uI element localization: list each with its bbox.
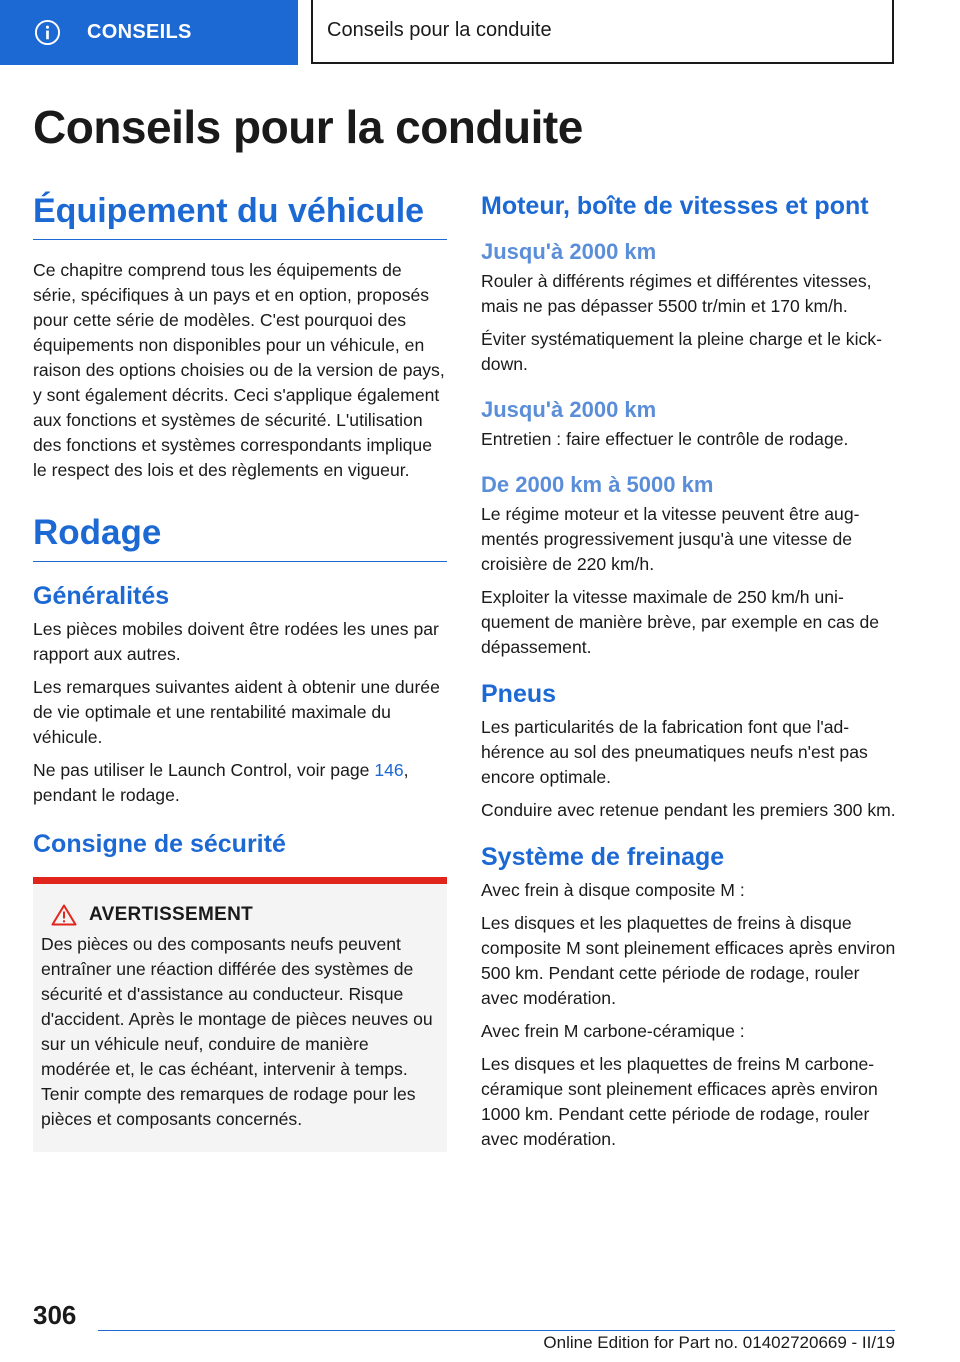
warning-title: AVERTISSEMENT: [89, 904, 254, 925]
header-tab[interactable]: [0, 0, 298, 65]
paragraph-entretien: Entretien : faire effectuer le contrôle de rodage.: [481, 429, 849, 449]
warning-header: [41, 904, 439, 926]
paragraph-moteur-2: Éviter systématiquement la pleine charge et le kick-down.: [481, 329, 882, 374]
paragraph-freinage-1: Avec frein à disque composite M :: [481, 880, 745, 900]
paragraph-generalites-3: [33, 758, 447, 808]
header-section-title: Conseils pour la conduite: [327, 18, 552, 41]
paragraph-pneus-2: Conduire avec retenue pendant les premiers 300 km.: [481, 800, 896, 820]
heading-freinage: Système de freinage: [481, 843, 725, 871]
left-column: [33, 192, 447, 1152]
launch-control-text-end: , pendant le rodage.: [33, 760, 409, 805]
launch-control-text: Ne pas utiliser le Launch Control, voir page: [33, 760, 375, 780]
paragraph-moteur-1: Rouler à différents régimes et différentes vitesses, mais ne pas dépasser 5500 tr/min et 170 km/h.: [481, 271, 872, 316]
warning-body: Des pièces ou des composants neufs peuvent entraîner une réaction différée des systèmes de sécurité et d'assistance au conducteur. Risque d'accident. Après le montage de pièces neuves ou sur un véhicule neuf, conduire de manière modérée et, le cas échéant, intervenir à temps. Tenir compte des remarques de rodage pour les pièces et composants concernés.: [41, 934, 433, 1129]
warning-triangle-icon: [51, 904, 77, 926]
heading-moteur: Moteur, boîte de vitesses et pont: [481, 192, 869, 220]
paragraph-freinage-3: Avec frein M carbone-céramique :: [481, 1021, 745, 1041]
paragraph-vitesse-max: Exploiter la vitesse maximale de 250 km/h uniquement de manière brève, par exemple en cas de dépassement.: [481, 587, 880, 657]
paragraph-equipement: Ce chapitre comprend tous les équipements de série, spécifiques à un pays et en option, proposés pour cette série de modèles. C'est pourquoi des équipements non disponibles pour un véhicule, en raison des options choisies ou de la version de pays, y sont également décrits. Ceci s'applique également aux fonctions et systèmes de sécurité. L'utilisation des fonctions et systèmes correspondants implique le respect des lois et des règlements en vigueur.: [33, 260, 445, 480]
page-title: Conseils pour la conduite: [33, 101, 583, 153]
heading-generalites: Généralités: [33, 582, 170, 610]
heading-jusqua-2000-2: Jusqu'à 2000 km: [481, 397, 657, 422]
header-section-box: [311, 0, 894, 64]
paragraph-generalites-1: Les pièces mobiles doivent être rodées les unes par rapport aux autres.: [33, 619, 439, 664]
paragraph-pneus-1: Les particularités de la fabrication font que l'adhérence au sol des pneumatiques neufs n'est pas encore optimale.: [481, 717, 868, 787]
heading-rodage: Rodage: [33, 513, 447, 562]
paragraph-regime: Le régime moteur et la vitesse peuvent être augmentés progressivement jusqu'à une vitesse de croisière de 220 km/h.: [481, 504, 860, 574]
warning-box: [33, 877, 447, 1152]
right-column: [481, 192, 901, 1160]
footer-divider: [98, 1330, 895, 1331]
heading-equipement: Équipement du véhicule: [33, 192, 447, 240]
page-link-146[interactable]: 146: [374, 760, 404, 780]
header-tab-label: CONSEILS: [87, 21, 192, 43]
heading-pneus: Pneus: [481, 680, 557, 708]
info-icon: [34, 19, 61, 46]
paragraph-generalites-2: Les remarques suivantes aident à obtenir une durée de vie optimale et une rentabilité maximale du véhicule.: [33, 677, 440, 747]
paragraph-freinage-2: Les disques et les plaquettes de freins à disque composite M sont pleinement efficaces après environ 500 km. Pendant cette période de rodage, rouler avec modération.: [481, 913, 896, 1008]
heading-jusqua-2000-1: Jusqu'à 2000 km: [481, 239, 657, 264]
heading-2000-5000: De 2000 km à 5000 km: [481, 472, 714, 497]
page-number: 306: [33, 1300, 77, 1330]
paragraph-freinage-4: Les disques et les plaquettes de freins M carbone-céramique sont pleinement efficaces après environ 1000 km. Pendant cette période de rodage, rouler avec modération.: [481, 1054, 878, 1149]
footer-edition: Online Edition for Part no. 01402720669 - II/19: [543, 1333, 895, 1352]
heading-consigne-securite: Consigne de sécurité: [33, 830, 286, 858]
